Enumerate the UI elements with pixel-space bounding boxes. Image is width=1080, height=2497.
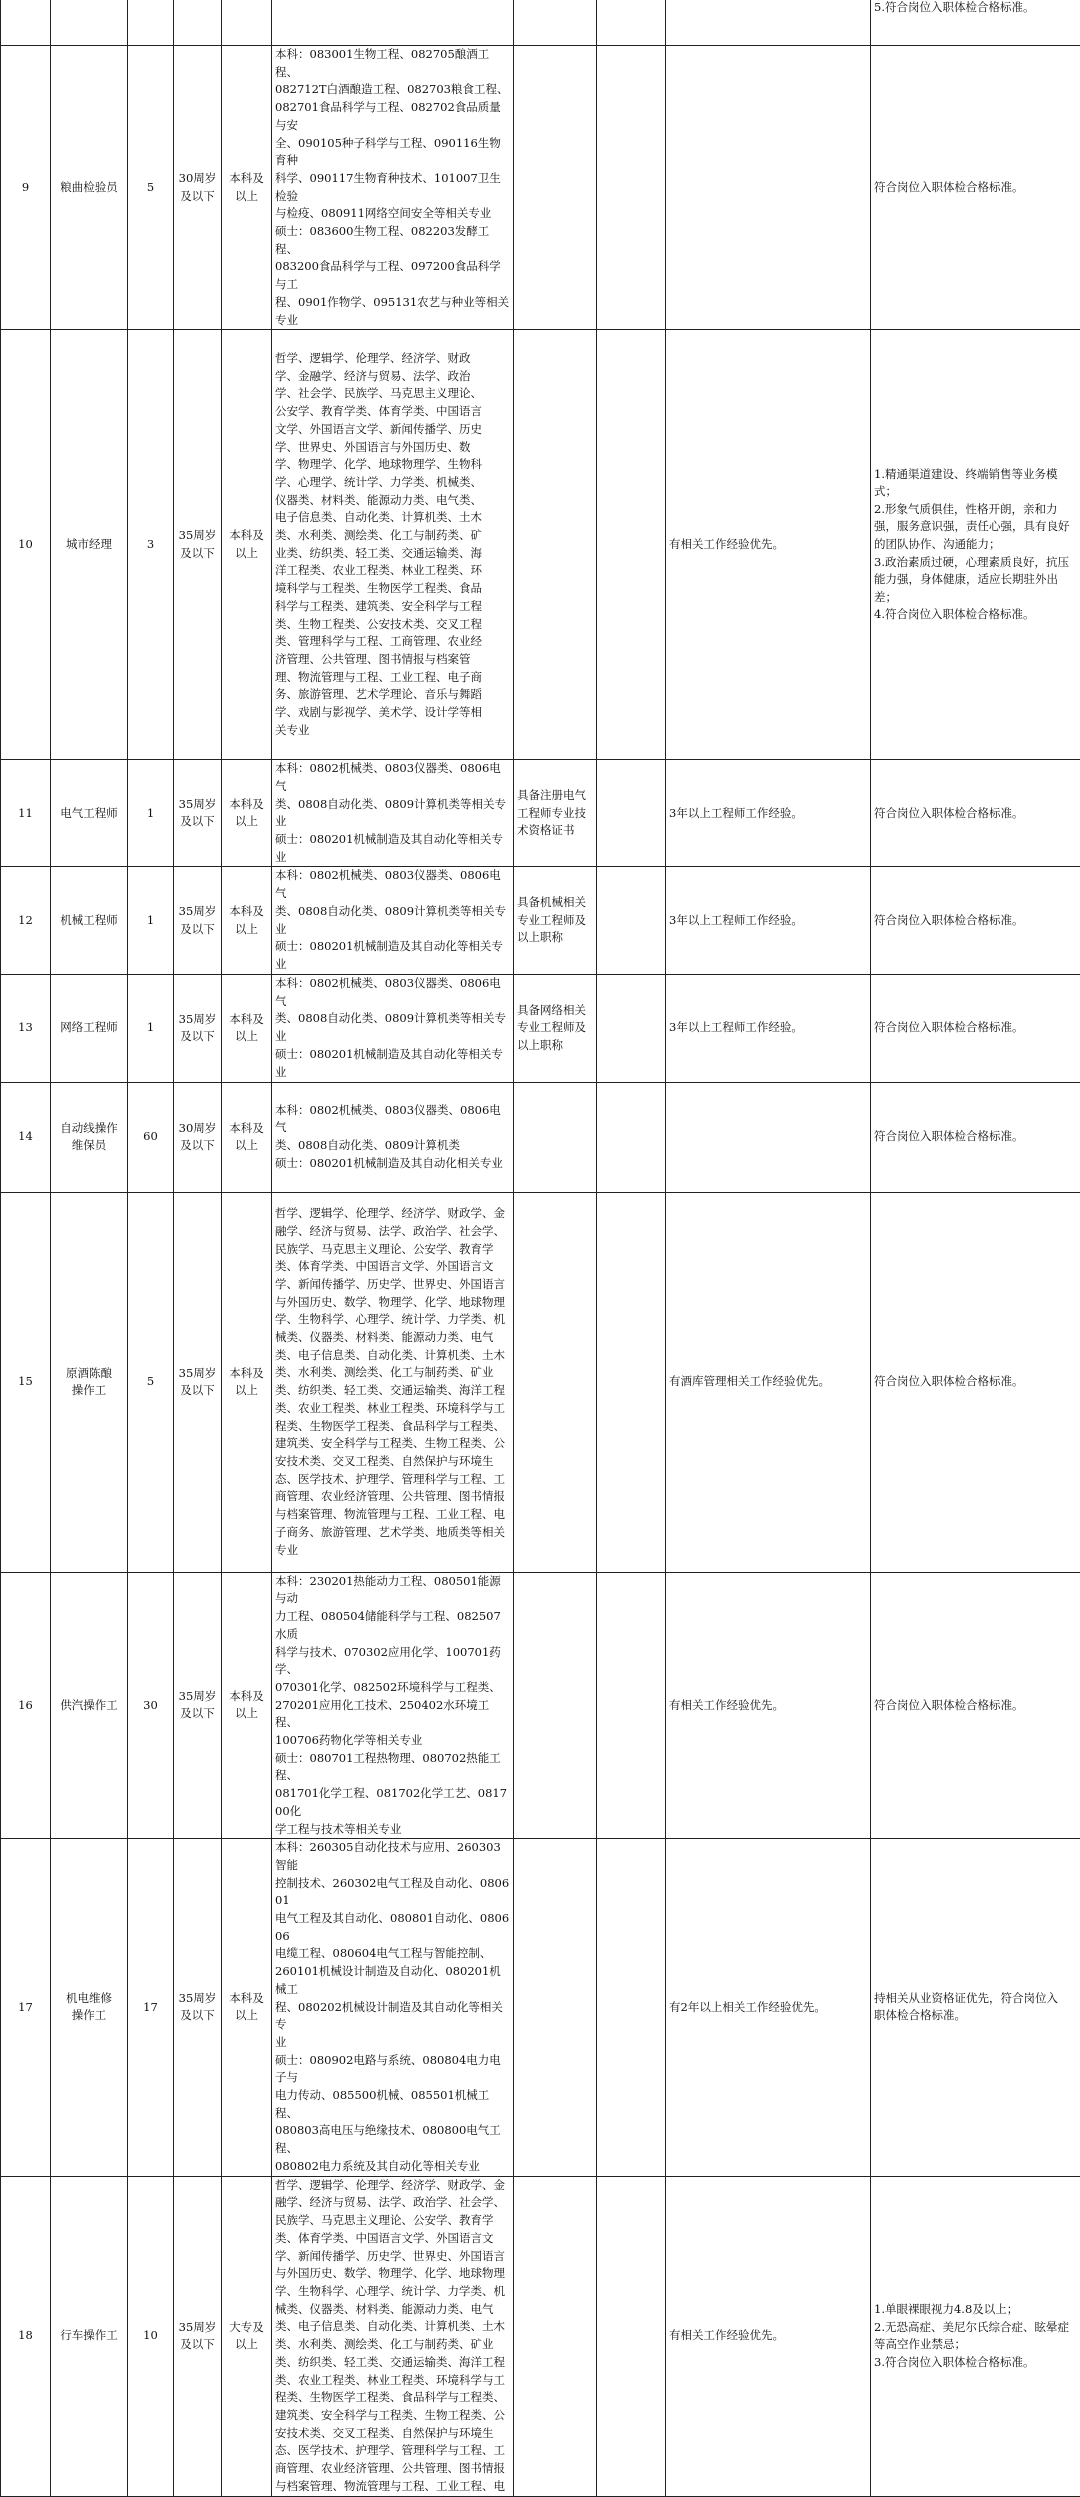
major-cell: 哲学、逻辑学、伦理学、经济学、财政学、金 融学、经济与贸易、法学、政治学、社会学、 民族学、马克思主义理论、公安学、教育学 类、体育学类、中国语言文学、外国语言文 学、新闻传播学、历史学、世界史、外国语言 与外国历史、数学、物理学、化学、地球物理 学、生物科学、心理学、统计学、力学类、机 械类、仪器类、材料类、能源动力类、电气 类、电子信息类、自动化类、计算机类、土木 类、水利类、测绘类、化工与制药类、矿业 类、纺织类、轻工类、交通运输类、海洋工程 类、农业工程类、林业工程类、环境科学与工 程类、生物医学工程类、食品科学与工程类、 建筑类、安全科学与工程类、生物工程类、公 安技术类、交叉工程类、自然保护与环境生 态、医学技术、护理学、管理科学与工程、工 商管理、农业经济管理、公共管理、图书情报 与档案管理、物流管理与工程、工业工程、电 子商务、旅游管理、艺术学类、地质类等相关 专业 [272,1192,514,1572]
table-row [1,760,1080,867]
seq-cell: 16 [1,1572,51,1839]
table-row-top [1,0,1080,46]
other-requirement-cell [597,1192,666,1572]
age-cell: 30周岁 及以下 [174,46,222,330]
table-row [1,330,1080,760]
remark-cell: 持相关从业资格证优先，符合岗位入 职体检合格标准。 [871,1839,1080,2176]
major-cell: 本科：0802机械类、0803仪器类、0806电气 类、0808自动化类、0809计算机类等相关专业 硕士：080201机械制造及其自动化等相关专业 [272,974,514,1082]
post-name-cell: 城市经理 [51,330,128,760]
major-cell: 本科：230201热能动力工程、080501能源与动 力工程、080504储能科学与工程、082507水质 科学与技术、070302应用化学、100701药学、 070301化学、082502环境科学与工程类、 270201应用化工技术、250402水环境工程、 100706药物化学等相关专业 硕士：080701工程热物理、080702热能工程、 081701化学工程、081702化学工艺、081700化 学工程与技术等相关专业 [272,1572,514,1839]
headcount-cell: 3 [128,330,174,760]
certificate-cell [514,46,597,330]
experience-cell: 3年以上工程师工作经验。 [666,760,871,867]
post-name-cell: 自动线操作 维保员 [51,1082,128,1192]
table-row [1,1082,1080,1192]
age-cell: 35周岁 及以下 [174,867,222,974]
seq-cell: 15 [1,1192,51,1572]
experience-cell [666,1082,871,1192]
education-cell: 本科及 以上 [222,1839,272,2176]
remark-cell: 1.精通渠道建设、终端销售等业务模 式； 2.形象气质俱佳，性格开朗，亲和力 强，服务意识强，责任心强，具有良好 的团队协作、沟通能力； 3.政治素质过硬，心理素质良好，抗压 能力强，身体健康，适应长期驻外出 差； 4.符合岗位入职体检合格标准。 [871,330,1080,760]
education-cell: 本科及 以上 [222,974,272,1082]
post-name-cell: 机电维修 操作工 [51,1839,128,2176]
headcount-cell: 5 [128,46,174,330]
headcount-cell: 30 [128,1572,174,1839]
education-cell: 本科及 以上 [222,760,272,867]
headcount-cell: 60 [128,1082,174,1192]
table-row [1,974,1080,1082]
table-row [1,2176,1080,2496]
remark-cell: 1.单眼裸眼视力4.8及以上； 2.无恐高症、美尼尔氏综合症、眩晕症 等高空作业禁忌； 3.符合岗位入职体检合格标准。 [871,2176,1080,2496]
table-row [1,1572,1080,1839]
seq-cell: 17 [1,1839,51,2176]
seq-cell: 11 [1,760,51,867]
major-cell: 哲学、逻辑学、伦理学、经济学、财政 学、金融学、经济与贸易、法学、政治 学、社会学、民族学、马克思主义理论、 公安学、教育学类、体育学类、中国语言 文学、外国语言文学、新闻传播学、历史 学、世界史、外国语言与外国历史、数 学、物理学、化学、地球物理学、生物科 学、心理学、统计学、力学类、机械类、 仪器类、材料类、能源动力类、电气类、 电子信息类、自动化类、计算机类、土木 类、水利类、测绘类、化工与制药类、矿 业类、纺织类、轻工类、交通运输类、海 洋工程类、农业工程类、林业工程类、环 境科学与工程类、生物医学工程类、食品 科学与工程类、建筑类、安全科学与工程 类、生物工程类、公安技术类、交叉工程 类、管理科学与工程、工商管理、农业经 济管理、公共管理、图书情报与档案管 理、物流管理与工程、工业工程、电子商 务、旅游管理、艺术学理论、音乐与舞蹈 学、戏剧与影视学、美术学、设计学等相 关专业 [272,330,514,760]
other-requirement-cell [597,330,666,760]
education-cell: 本科及 以上 [222,867,272,974]
certificate-cell [514,1082,597,1192]
remark-cell: 符合岗位入职体检合格标准。 [871,46,1080,330]
remark-cell: 符合岗位入职体检合格标准。 [871,1572,1080,1839]
headcount-cell: 1 [128,760,174,867]
education-cell: 本科及 以上 [222,1082,272,1192]
experience-cell: 有相关工作经验优先。 [666,2176,871,2496]
education-cell: 本科及 以上 [222,1572,272,1839]
other-requirement-cell [597,2176,666,2496]
age-cell: 35周岁 及以下 [174,1572,222,1839]
headcount-cell: 1 [128,867,174,974]
age-cell: 30周岁 及以下 [174,1082,222,1192]
experience-cell: 有2年以上相关工作经验优先。 [666,1839,871,2176]
post-name-cell: 网络工程师 [51,974,128,1082]
education-cell: 大专及 以上 [222,2176,272,2496]
seq-cell: 12 [1,867,51,974]
experience-cell: 3年以上工程师工作经验。 [666,974,871,1082]
education-cell: 本科及 以上 [222,1192,272,1572]
age-cell: 35周岁 及以下 [174,2176,222,2496]
age-cell: 35周岁 及以下 [174,974,222,1082]
seq-cell: 10 [1,330,51,760]
seq-cell: 14 [1,1082,51,1192]
post-name-cell: 供汽操作工 [51,1572,128,1839]
remark-cell: 5.符合岗位入职体检合格标准。 [871,0,1080,46]
post-name-cell: 电气工程师 [51,760,128,867]
experience-cell [666,46,871,330]
other-requirement-cell [597,760,666,867]
age-cell: 35周岁 及以下 [174,1192,222,1572]
other-requirement-cell [597,46,666,330]
headcount-cell: 5 [128,1192,174,1572]
experience-cell: 有酒库管理相关工作经验优先。 [666,1192,871,1572]
post-name-cell: 原酒陈酿 操作工 [51,1192,128,1572]
other-requirement-cell [597,1572,666,1839]
post-name-cell: 粮曲检验员 [51,46,128,330]
education-cell: 本科及 以上 [222,46,272,330]
seq-cell: 18 [1,2176,51,2496]
certificate-cell: 具备注册电气 工程师专业技 术资格证书 [514,760,597,867]
experience-cell: 有相关工作经验优先。 [666,1572,871,1839]
major-cell: 本科：083001生物工程、082705酿酒工程、 082712T白酒酿造工程、082703粮食工程、 082701食品科学与工程、082702食品质量与安 全、090105种子科学与工程、090116生物育种 科学、090117生物育种技术、101007卫生检验 与检疫、080911网络空间安全等相关专业 硕士：083600生物工程、082203发酵工程、 083200食品科学与工程、097200食品科学与工 程、0901作物学、095131农艺与种业等相关 专业 [272,46,514,330]
major-cell: 本科：260305自动化技术与应用、260303智能 控制技术、260302电气工程及自动化、080601 电气工程及其自动化、080801自动化、080606 电缆工程、080604电气工程与智能控制、 260101机械设计制造及自动化、080201机械工 程、080202机械设计制造及其自动化等相关专 业 硕士：080902电路与系统、080804电力电子与 电力传动、085500机械、085501机械工程、 080803高电压与绝缘技术、080800电气工程、 080802电力系统及其自动化等相关专业 [272,1839,514,2176]
table-row [1,1839,1080,2176]
age-cell: 35周岁 及以下 [174,330,222,760]
headcount-cell: 17 [128,1839,174,2176]
table-row [1,46,1080,330]
other-requirement-cell [597,867,666,974]
other-requirement-cell [597,974,666,1082]
seq-cell: 9 [1,46,51,330]
certificate-cell: 具备机械相关 专业工程师及 以上职称 [514,867,597,974]
headcount-cell: 10 [128,2176,174,2496]
certificate-cell [514,1572,597,1839]
remark-cell: 符合岗位入职体检合格标准。 [871,974,1080,1082]
major-cell: 本科：0802机械类、0803仪器类、0806电气 类、0808自动化类、0809计算机类 硕士：080201机械制造及其自动化相关专业 [272,1082,514,1192]
major-cell: 本科：0802机械类、0803仪器类、0806电气 类、0808自动化类、0809计算机类等相关专业 硕士：080201机械制造及其自动化等相关专业 [272,760,514,867]
certificate-cell [514,1839,597,2176]
seq-cell: 13 [1,974,51,1082]
experience-cell: 有相关工作经验优先。 [666,330,871,760]
certificate-cell [514,330,597,760]
table-row [1,867,1080,974]
certificate-cell [514,2176,597,2496]
certificate-cell: 具备网络相关 专业工程师及 以上职称 [514,974,597,1082]
remark-cell: 符合岗位入职体检合格标准。 [871,867,1080,974]
age-cell: 35周岁 及以下 [174,1839,222,2176]
headcount-cell: 1 [128,974,174,1082]
remark-cell: 符合岗位入职体检合格标准。 [871,1192,1080,1572]
major-cell: 本科：0802机械类、0803仪器类、0806电气 类、0808自动化类、0809计算机类等相关专业 硕士：080201机械制造及其自动化等相关专业 [272,867,514,974]
post-name-cell: 行车操作工 [51,2176,128,2496]
major-cell: 哲学、逻辑学、伦理学、经济学、财政学、金 融学、经济与贸易、法学、政治学、社会学、 民族学、马克思主义理论、公安学、教育学 类、体育学类、中国语言文学、外国语言文 学、新闻传播学、历史学、世界史、外国语言 与外国历史、数学、物理学、化学、地球物理 学、生物科学、心理学、统计学、力学类、机 械类、仪器类、材料类、能源动力类、电气 类、电子信息类、自动化类、计算机类、土木 类、水利类、测绘类、化工与制药类、矿业 类、纺织类、轻工类、交通运输类、海洋工程 类、农业工程类、林业工程类、环境科学与工 程类、生物医学工程类、食品科学与工程类、 建筑类、安全科学与工程类、生物工程类、公 安技术类、交叉工程类、自然保护与环境生 态、医学技术、护理学、管理科学与工程、工 商管理、农业经济管理、公共管理、图书情报 与档案管理、物流管理与工程、工业工程、电 [272,2176,514,2496]
experience-cell: 3年以上工程师工作经验。 [666,867,871,974]
other-requirement-cell [597,1839,666,2176]
education-cell: 本科及 以上 [222,330,272,760]
age-cell: 35周岁 及以下 [174,760,222,867]
other-requirement-cell [597,1082,666,1192]
remark-cell: 符合岗位入职体检合格标准。 [871,760,1080,867]
certificate-cell [514,1192,597,1572]
table-row [1,1192,1080,1572]
post-name-cell: 机械工程师 [51,867,128,974]
remark-cell: 符合岗位入职体检合格标准。 [871,1082,1080,1192]
